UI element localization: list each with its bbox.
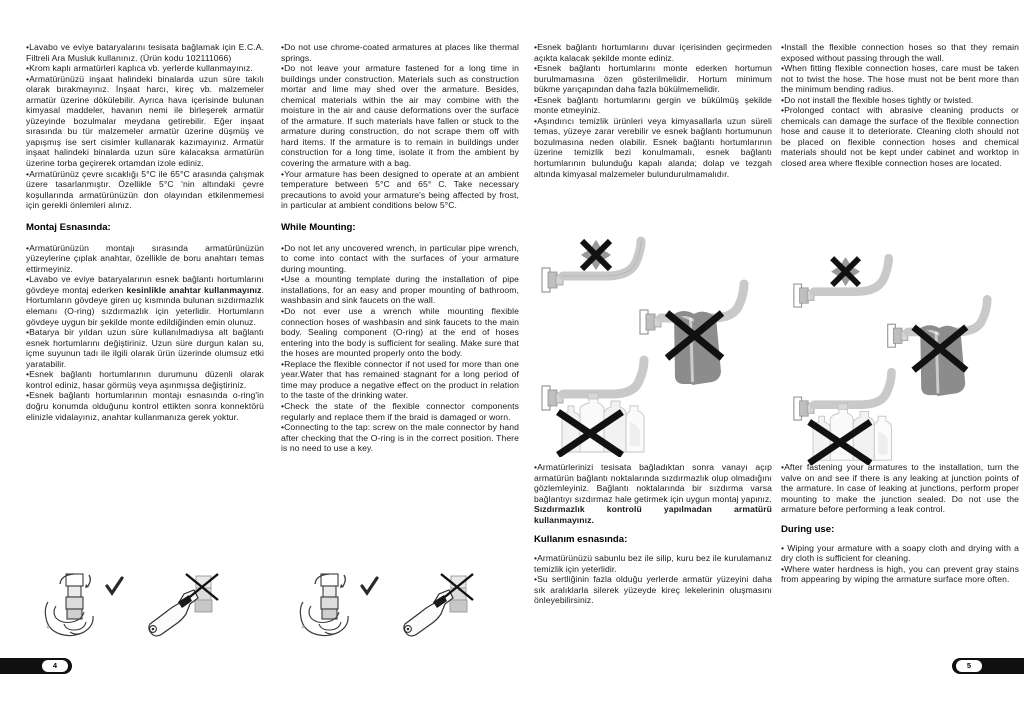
section-heading-montaj: Montaj Esnasında: bbox=[26, 221, 111, 233]
paragraph: •Armatürünüz çevre sıcaklığı 5°C ile 65°C arasında çalışmak üzere tasarlanmıştır. Özellikle 5°C 'nin altındaki çevre koşullarında armatürünüzün don olayından etkilenmemesi için gerekli önlemleri alınız. bbox=[26, 168, 264, 211]
paragraph: •Where water hardness is high, you can prevent gray stains from appearing by wiping the armature surface more often. bbox=[781, 563, 1019, 585]
paragraph: •Do not ever use a wrench while mounting flexible connection hoses of washbasin and sink faucets to the main body. Sealing component (O-ring) at the end of hoses entering into the body is sufficient for sealing. Make sure that the hoses are mounted properly onto the body. bbox=[281, 306, 519, 359]
hand-tightening-connector-allowed bbox=[300, 574, 348, 636]
tool-illustrations-english bbox=[281, 572, 519, 642]
column-turkish-right-lower bbox=[534, 462, 772, 606]
section-heading-during-use: During use: bbox=[781, 523, 835, 535]
paragraph-bold-warning: Sızdırmazlık kontrolü yapılmadan armatürü kullanmayınız. bbox=[534, 504, 772, 525]
paragraph: •Esnek bağlantı hortumlarını monte ederken hortumun burulmamasına özen gösterilmelidir. Hortum minimum bükme yarıçapından daha fazla bükülmemelidir. bbox=[534, 63, 772, 95]
paragraph: •After fastening your armatures to the installation, turn the valve on and see if there is any leaking at junction points of the armature. In case of leaking at junctions, perform proper mounting to make the junction sealed. Do not use the armature before performing a leak control. bbox=[781, 462, 1019, 515]
paragraph: •Do not install the flexible hoses tightly or twisted. bbox=[781, 94, 974, 105]
hose-warning-illustrations-turkish bbox=[534, 222, 779, 457]
section-heading-kullanim: Kullanım esnasında: bbox=[534, 534, 628, 546]
hose-with-droplets-warning bbox=[542, 240, 641, 292]
section-heading-while-mounting: While Mounting: bbox=[281, 221, 356, 233]
paragraph-with-bold: •Lavabo ve eviye bataryalarının esnek bağlantı hortumlarını gövdeye montaj ederken kesinlikle anahtar kullanmayınız. Hortumların gövdeye giren uç kısmında bulunan sızdırmazlık elemanı (O-ring) sızdırmazlık için yeterlidir. Hortumların gövdeye uygun bir şekilde monte edildiğinden emin olunuz. bbox=[26, 274, 265, 327]
column-english-right-lower bbox=[781, 462, 1019, 585]
column-turkish-left bbox=[26, 42, 264, 422]
paragraph: •Batarya bir yıldan uzun süre kullanılmadıysa alt bağlantı esnek hortumlarını değiştiriniz. Uzun süre durgun kalan su, içme suyunun tadı ile ilgili olarak ürün üzerinde olumsuz etki yaratabilir. bbox=[26, 327, 264, 369]
paragraph: •Check the state of the flexible connector components regularly and replace them if the braid is damaged or worn. bbox=[281, 400, 519, 422]
column-english-right bbox=[781, 42, 1019, 169]
paragraph: •When fitting flexible connection hoses, care must be taken not to twist the hose. The hose must not be bent more than the minimum bending radius. bbox=[781, 63, 1019, 95]
footer-bar-left bbox=[0, 658, 72, 674]
wrench-on-connector-forbidden bbox=[149, 574, 218, 636]
hose-with-bottles-warning bbox=[542, 360, 644, 455]
paragraph: •Use a mounting template during the installation of pipe installations, for an easy and proper mounting of bathroom, washbasin and sink faucets on the wall. bbox=[281, 274, 519, 306]
paragraph: •Esnek bağlantı hortumlarının durumunu düzenli olarak kontrol ediniz, hasar görmüş veya aşınmışsa değiştiriniz. bbox=[26, 369, 264, 390]
paragraph: •Su sertliğinin fazla olduğu yerlerde armatür yüzeyini daha sık aralıklarla silerek yüzeyde kireç lekelerinin oluşmasını önleyebilirsiniz. bbox=[534, 574, 772, 606]
paragraph: •Esnek bağlantı hortumlarını gergin ve bükülmüş şekilde monte etmeyiniz. bbox=[534, 94, 772, 116]
column-turkish-right bbox=[534, 42, 772, 179]
footer-bar-right bbox=[952, 658, 1024, 674]
hose-with-cloth-warning bbox=[640, 284, 744, 385]
hose-with-droplets-warning bbox=[794, 257, 889, 307]
paragraph: •Esnek bağlantı hortumlarını duvar içerisinden geçirmeden açıkta kalacak şekilde monte ediniz. bbox=[534, 42, 772, 63]
paragraph: • Wiping your armature with a soapy cloth and drying with a dry cloth is sufficient for cleaning. bbox=[781, 542, 1019, 564]
column-english-left bbox=[281, 42, 519, 454]
paragraph: •Prolonged contact with abrasive cleaning products or chemicals can damage the surface of the flexible connection hose and cause it to deteriorate. Cleaning cloth should not be placed on flexible connection hoses and chemical materials should not be kept under cabinet and worktop in closed area where flexible connection hoses are located. bbox=[781, 105, 1019, 169]
paragraph: •Krom kaplı armatürleri kaplıca vb. yerlerde kullanmayınız. bbox=[26, 63, 253, 74]
hose-warning-illustrations-english bbox=[781, 240, 1024, 475]
check-icon bbox=[362, 578, 377, 593]
paragraph: •Install the flexible connection hoses so that they remain exposed without passing through the wall. bbox=[781, 42, 1019, 63]
paragraph: •Do not let any uncovered wrench, in particular pipe wrench, to come into contact with the surfaces of your armature during mounting. bbox=[281, 242, 519, 274]
paragraph: •Armatürünüzü inşaat halindeki binalarda uzun süre takılı olarak bırakmayınız. İnşaat harcı, kireç vb. malzemeler armatür üzerine dökülebilir. Ayrıca hava içerisinde bulunan kimyasal maddeler, havanın nemi ile birleşerek armatür yüzeyinde bozulmalar meydana getirebilir. Eğer inşaat sırasında bu tür malzemeler armatür üzerine düşmüş ve yapışmış ise sert cisimler kullanarak kazımayınız. Armatür inşaat halindeki binalarda uzun süre kalacaksa armatürün üzerine torba geçirerek ortamdan izole ediniz. bbox=[26, 73, 264, 169]
paragraph: •Aşındırıcı temizlik ürünleri veya kimyasallarla uzun süreli temas, yüzeye zarar verebilir ve esnek bağlantı hortumunun bozulmasına neden olabilir. Esnek bağlantı hortumlarının üzerine temizlik bezi konulmamalı, esnek bağlantı hortumlarının bulunduğu kapalı alanda; dolap ve tezgah altında kimyasal malzemeler bulundurulmamalıdır. bbox=[534, 115, 772, 179]
paragraph: •Your armature has been designed to operate at an ambient temperature between 5°C and 65° C. Take necessary precautions to avoid your armature's being affected by frost, in particular at ambient conditions below 5°C. bbox=[281, 168, 519, 211]
paragraph: •Do not leave your armature fastened for a long time in buildings under construction. Materials such as construction mortar and lime may shed over the armature. Besides, chemical materials within the air may combine with the moisture in the air and cause deformations over the surface of the armature. If such materials have fallen or stuck to the armature during construction, do not scrape them off with hard items. If the armature is to remain in buildings under construction for a long time, isolate it from the ambient by covering the armature with a bag. bbox=[281, 63, 519, 169]
check-icon bbox=[107, 578, 122, 593]
paragraph: •Armatürünüzü sabunlu bez ile silip, kuru bez ile kurulamanız temizlik için yeterlidir. bbox=[534, 553, 772, 574]
paragraph: •Do not use chrome-coated armatures at places like thermal springs. bbox=[281, 42, 519, 63]
paragraph: •Connecting to the tap: screw on the male connector by hand after checking that the O-ring is in the correct position. There is no need to use a key. bbox=[281, 422, 519, 454]
page-number-left: 4 bbox=[42, 660, 68, 672]
hose-with-cloth-warning bbox=[888, 299, 988, 396]
tool-illustrations-turkish bbox=[26, 572, 264, 642]
hand-tightening-connector-allowed bbox=[45, 574, 93, 636]
wrench-on-connector-forbidden bbox=[404, 574, 473, 636]
paragraph: •Replace the flexible connector if not used for more than one year.Water that has remained stagnant for a long period of time may produce a negative effect on the product in relation to the taste of the drinking water. bbox=[281, 358, 519, 401]
paragraph: •Armatürlerinizi tesisata bağladıktan sonra vanayı açıp armatürün bağlantı noktalarında sızdırmazlık olup olmadığını gözlemleyiniz. Bağlantı noktalarında bir sızdırma varsa bağlantıyı sızdırmaz hale getirmek için uygun montaj yapınız. bbox=[534, 462, 772, 504]
paragraph: •Lavabo ve eviye bataryalarını tesisata bağlamak için E.C.A. Filtreli Ara Musluk kullanınız. (Ürün kodu 102111066) bbox=[26, 42, 264, 63]
page-number-right: 5 bbox=[956, 660, 982, 672]
paragraph: •Armatürünüzün montajı sırasında armatürünüzün yüzeylerine çıplak anahtar, özellikle de boru anahtarı temas ettirmeyiniz. bbox=[26, 242, 264, 274]
paragraph: •Esnek bağlantı hortumlarının montajı esnasında o-ring'in doğru konumda olduğunu kontrol ettikten sonra konnektörü elinizle vidalayınız, anahtar kullanmanıza gerek yoktur. bbox=[26, 390, 264, 422]
hose-with-bottles-warning bbox=[794, 372, 892, 463]
